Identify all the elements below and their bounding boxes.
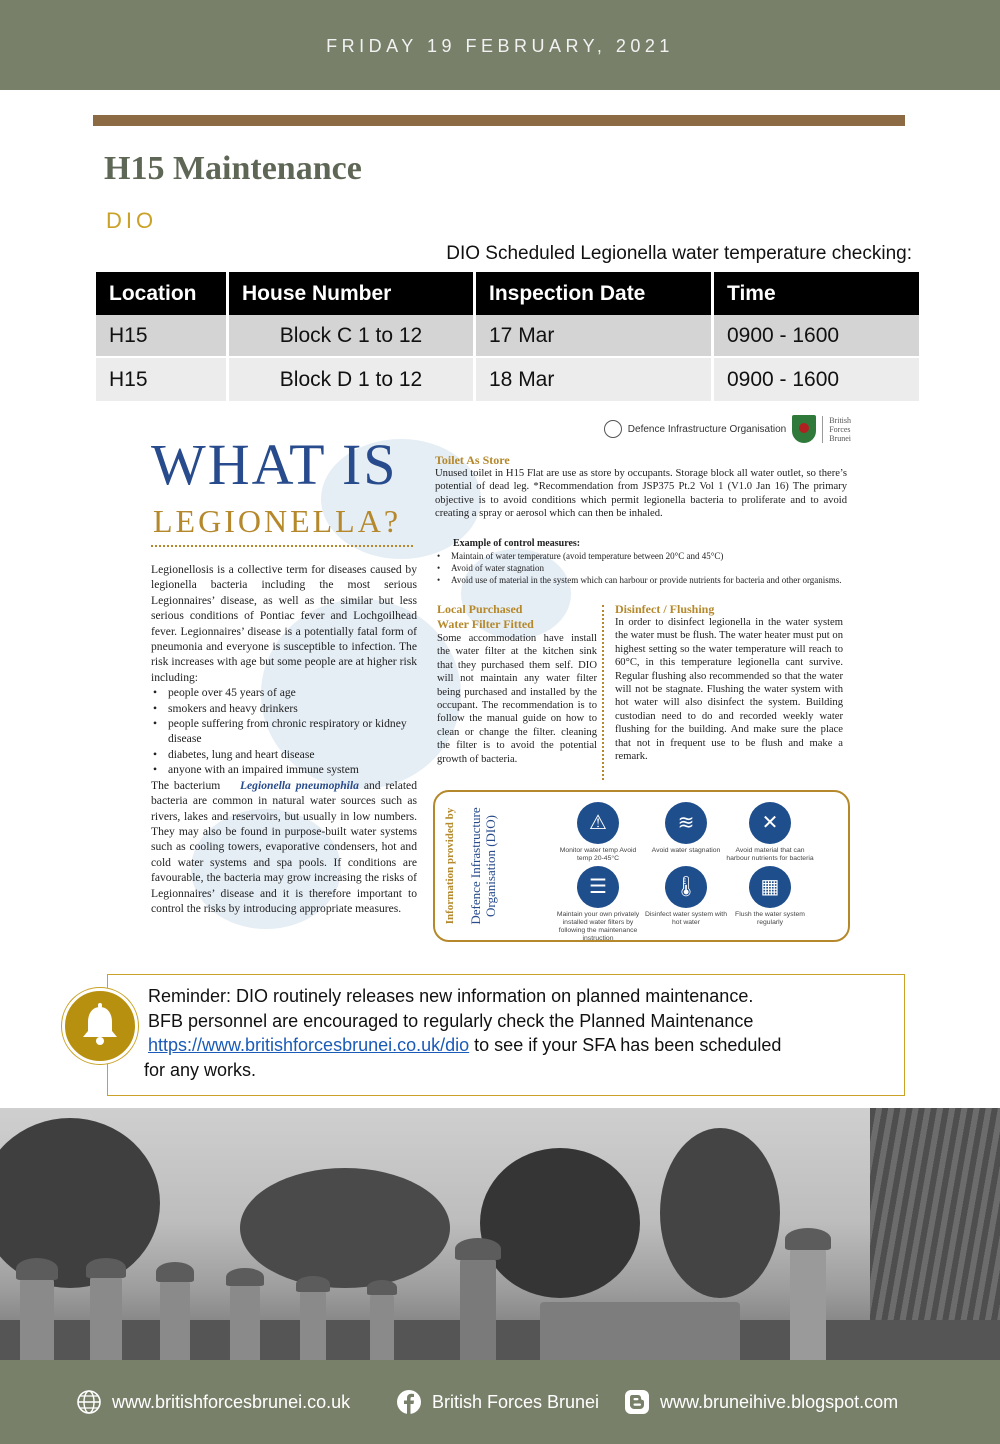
- cell-house-number: Block D 1 to 12: [229, 358, 476, 401]
- col-house-number: House Number: [229, 272, 476, 315]
- bfb-logo-text: British Forces Brunei: [822, 416, 851, 443]
- photo-hat: [455, 1238, 501, 1260]
- bell-icon: [62, 988, 138, 1064]
- article-subtitle: DIO: [106, 208, 158, 233]
- logo-strip: [604, 415, 851, 443]
- icon-tile: [641, 802, 731, 855]
- footer-blog[interactable]: [624, 1389, 898, 1415]
- photo-soldier-rank: [540, 1302, 740, 1360]
- legionella-infographic: [131, 409, 861, 960]
- icon-tile: [725, 866, 815, 927]
- tools-icon: ✕: [749, 802, 791, 844]
- parade-photo: [0, 1108, 1000, 1360]
- list-item: • Maintain of water temperature (avoid temperature between 20°C and 45°C): [435, 550, 847, 562]
- dio-logo-text: Defence Infrastructure Organisation: [627, 423, 787, 435]
- planned-maintenance-link[interactable]: https://www.britishforcesbrunei.co.uk/dio: [148, 1035, 470, 1055]
- thermometer-icon: 🌡: [665, 866, 707, 908]
- photo-hat: [226, 1268, 264, 1286]
- photo-soldier: [230, 1284, 260, 1360]
- bell-icon-graphic: [65, 991, 135, 1061]
- list-item: • anyone with an impaired immune system: [151, 762, 417, 777]
- photo-tree: [480, 1148, 640, 1298]
- list-item: • diabetes, lung and heart disease: [151, 747, 417, 762]
- list-item: • Avoid use of material in the system which can harbour or provide nutrients for bacteria and other organisms.: [435, 574, 847, 586]
- reminder-line-3: https://www.britishforcesbrunei.co.uk/dio to see if your SFA has been scheduled: [148, 1035, 782, 1055]
- issue-date: FRIDAY 19 FEBRUARY, 2021: [326, 36, 674, 56]
- provided-by-org: Defence Infrastructure Organisation (DIO): [468, 807, 498, 925]
- infographic-heading: WHAT IS: [151, 432, 398, 497]
- icon-label: Monitor water temp Avoid temp 20-45°C: [559, 847, 637, 862]
- bacterium-paragraph: The bacterium Legionella pneumophila and related bacteria are common in natural water sources such as rivers, lakes and reservoirs, but usually in low numbers. They may also be found in purpose-built water systems such as cooling towers, evaporative condensers, hot and cold water systems and spa pools. If conditions are favourable, the bacteria may grow increasing the risks of Legionnaires’ disease and it is therefore important to control the risks by introducing appropriate measures.: [151, 778, 418, 915]
- control-measures-list: [435, 550, 847, 586]
- table-row: [96, 358, 919, 401]
- checklist-icon: ☰: [577, 866, 619, 908]
- reminder-line-2: BFB personnel are encouraged to regularly check the Planned Maintenance: [148, 1010, 754, 1031]
- footer-website-text: www.britishforcesbrunei.co.uk: [112, 1391, 351, 1412]
- disinfect-text: In order to disinfect legionella in the water system the water must be flush. The water heater must put on highest setting so the water temperature will reach to 60°C, in this temperature legionella cant survive. Regular flushing also recommended so that the water will not be stagnate. Flushing the water system with hot water will also disinfect the system. Building custodian need to do and recorded weekly water flushing for the building. And make sure the place that not in frequent use to be flush and make a remark.: [615, 617, 843, 763]
- photo-soldier: [160, 1280, 190, 1360]
- photo-hat: [296, 1276, 330, 1292]
- provided-by-block: [435, 792, 525, 940]
- photo-soldier: [20, 1278, 54, 1360]
- toilet-text: Unused toilet in H15 Flat are use as store by occupants. Storage block all water outlet, so there’s potential of dead leg. *Recommendation from JSP375 Pt.2 Vol 1 (V1.0 Jan 16) The primary objective is to avoid conditions which permit legionella bacteria to proliferate and to avoid creating a spray or aerosol which can then be inhaled.: [435, 468, 847, 520]
- blogger-icon: [624, 1389, 650, 1415]
- photo-hat: [16, 1258, 58, 1280]
- cell-inspection-date: 17 Mar: [476, 315, 714, 358]
- photo-soldier: [370, 1294, 394, 1360]
- reminder-line-4: for any works.: [144, 1059, 257, 1080]
- icon-tile: [553, 866, 643, 943]
- globe-icon: [76, 1389, 102, 1415]
- cell-time: 0900 - 1600: [714, 315, 919, 358]
- icon-label: Disinfect water system with hot water: [645, 911, 727, 926]
- col-inspection-date: Inspection Date: [476, 272, 714, 315]
- photo-tree: [660, 1128, 780, 1298]
- footer-blog-text: www.bruneihive.blogspot.com: [660, 1391, 899, 1412]
- provided-by-label: Information provided by: [444, 807, 456, 925]
- photo-officer: [790, 1248, 826, 1360]
- table-row: [96, 315, 919, 358]
- cell-house-number: Block C 1 to 12: [229, 315, 476, 358]
- header-rule: [93, 115, 905, 126]
- list-item: • smokers and heavy drinkers: [151, 701, 417, 716]
- col-time: Time: [714, 272, 919, 315]
- column-divider: [602, 605, 604, 780]
- icon-label: Maintain your own privately installed water filters by following the maintenance instruction: [556, 911, 640, 942]
- facebook-icon: [396, 1389, 422, 1415]
- footer-facebook-text: British Forces Brunei: [432, 1391, 600, 1412]
- water-filter-text: Some accommodation have install the water filter at the kitchen sink that they purchased them self. DIO will not maintain any water filter being purchased and installed by the occupant. The recommendation is to follow the manual guide on how to clean or change the filter. cleaning the filter is to avoid the potential growth of bacteria.: [437, 633, 597, 765]
- reminder-text: [144, 984, 868, 1082]
- icon-label: Avoid water stagnation: [651, 847, 721, 854]
- footer-facebook[interactable]: [396, 1389, 599, 1415]
- dotted-divider: [151, 545, 413, 547]
- photo-soldier: [90, 1276, 122, 1360]
- list-item: • people suffering from chronic respiratory or kidney disease: [151, 716, 417, 747]
- water-icon: ≋: [665, 802, 707, 844]
- water-filter-heading: Local Purchased Water Filter Fitted: [437, 602, 534, 631]
- photo-soldier: [300, 1290, 326, 1360]
- list-item: • people over 45 years of age: [151, 685, 417, 700]
- table-caption: DIO Scheduled Legionella water temperature checking:: [446, 243, 912, 264]
- schedule-table: [96, 272, 919, 401]
- reminder-line-1: Reminder: DIO routinely releases new information on planned maintenance.: [148, 986, 754, 1006]
- icon-label: Flush the water system regularly: [735, 911, 805, 926]
- photo-hat: [785, 1228, 831, 1250]
- bacterium-name: Legionella pneumophila: [239, 778, 359, 792]
- cell-location: H15: [96, 315, 229, 358]
- icon-tile: [553, 802, 643, 863]
- warning-icon: ⚠: [577, 802, 619, 844]
- photo-tree: [240, 1168, 450, 1288]
- table-header-row: [96, 272, 919, 315]
- intro-paragraph: Legionellosis is a collective term for diseases caused by legionella bacteria including the most serious Legionnaires’ disease, as well as the similar but less serious conditions of Pontiac fever and Lochgoilhead fever. Legionnaires’ disease is a potentially fatal form of pneumonia and everyone is susceptible to infection. The risk increases with age but some people are at higher risk including:: [151, 563, 417, 684]
- dio-crest-icon: [604, 420, 622, 438]
- control-icons-panel: [433, 790, 850, 942]
- toilet-heading: Toilet As Store: [435, 453, 510, 467]
- photo-hat: [367, 1280, 397, 1295]
- col-location: Location: [96, 272, 229, 315]
- cell-location: H15: [96, 358, 229, 401]
- infographic-heading-sub: LEGIONELLA?: [153, 503, 402, 539]
- disinfect-heading: Disinfect / Flushing: [615, 602, 715, 616]
- photo-hat: [86, 1258, 126, 1278]
- risk-group-list: [151, 685, 417, 777]
- cell-time: 0900 - 1600: [714, 358, 919, 401]
- bfb-shield-icon: [792, 415, 816, 443]
- photo-soldier: [460, 1258, 496, 1360]
- icon-tile: [641, 866, 731, 927]
- photo-ground: [0, 1320, 1000, 1360]
- list-item: • Avoid of water stagnation: [435, 562, 847, 574]
- footer-website[interactable]: [76, 1389, 350, 1415]
- control-heading: Example of control measures:: [453, 538, 581, 549]
- article-title: H15 Maintenance: [104, 150, 362, 187]
- icon-tile: [725, 802, 815, 863]
- icon-label: Avoid material that can harbour nutrients for bacteria: [726, 847, 814, 862]
- calendar-icon: ▦: [749, 866, 791, 908]
- legionella-description: [151, 562, 417, 916]
- photo-hat: [156, 1262, 194, 1282]
- cell-inspection-date: 18 Mar: [476, 358, 714, 401]
